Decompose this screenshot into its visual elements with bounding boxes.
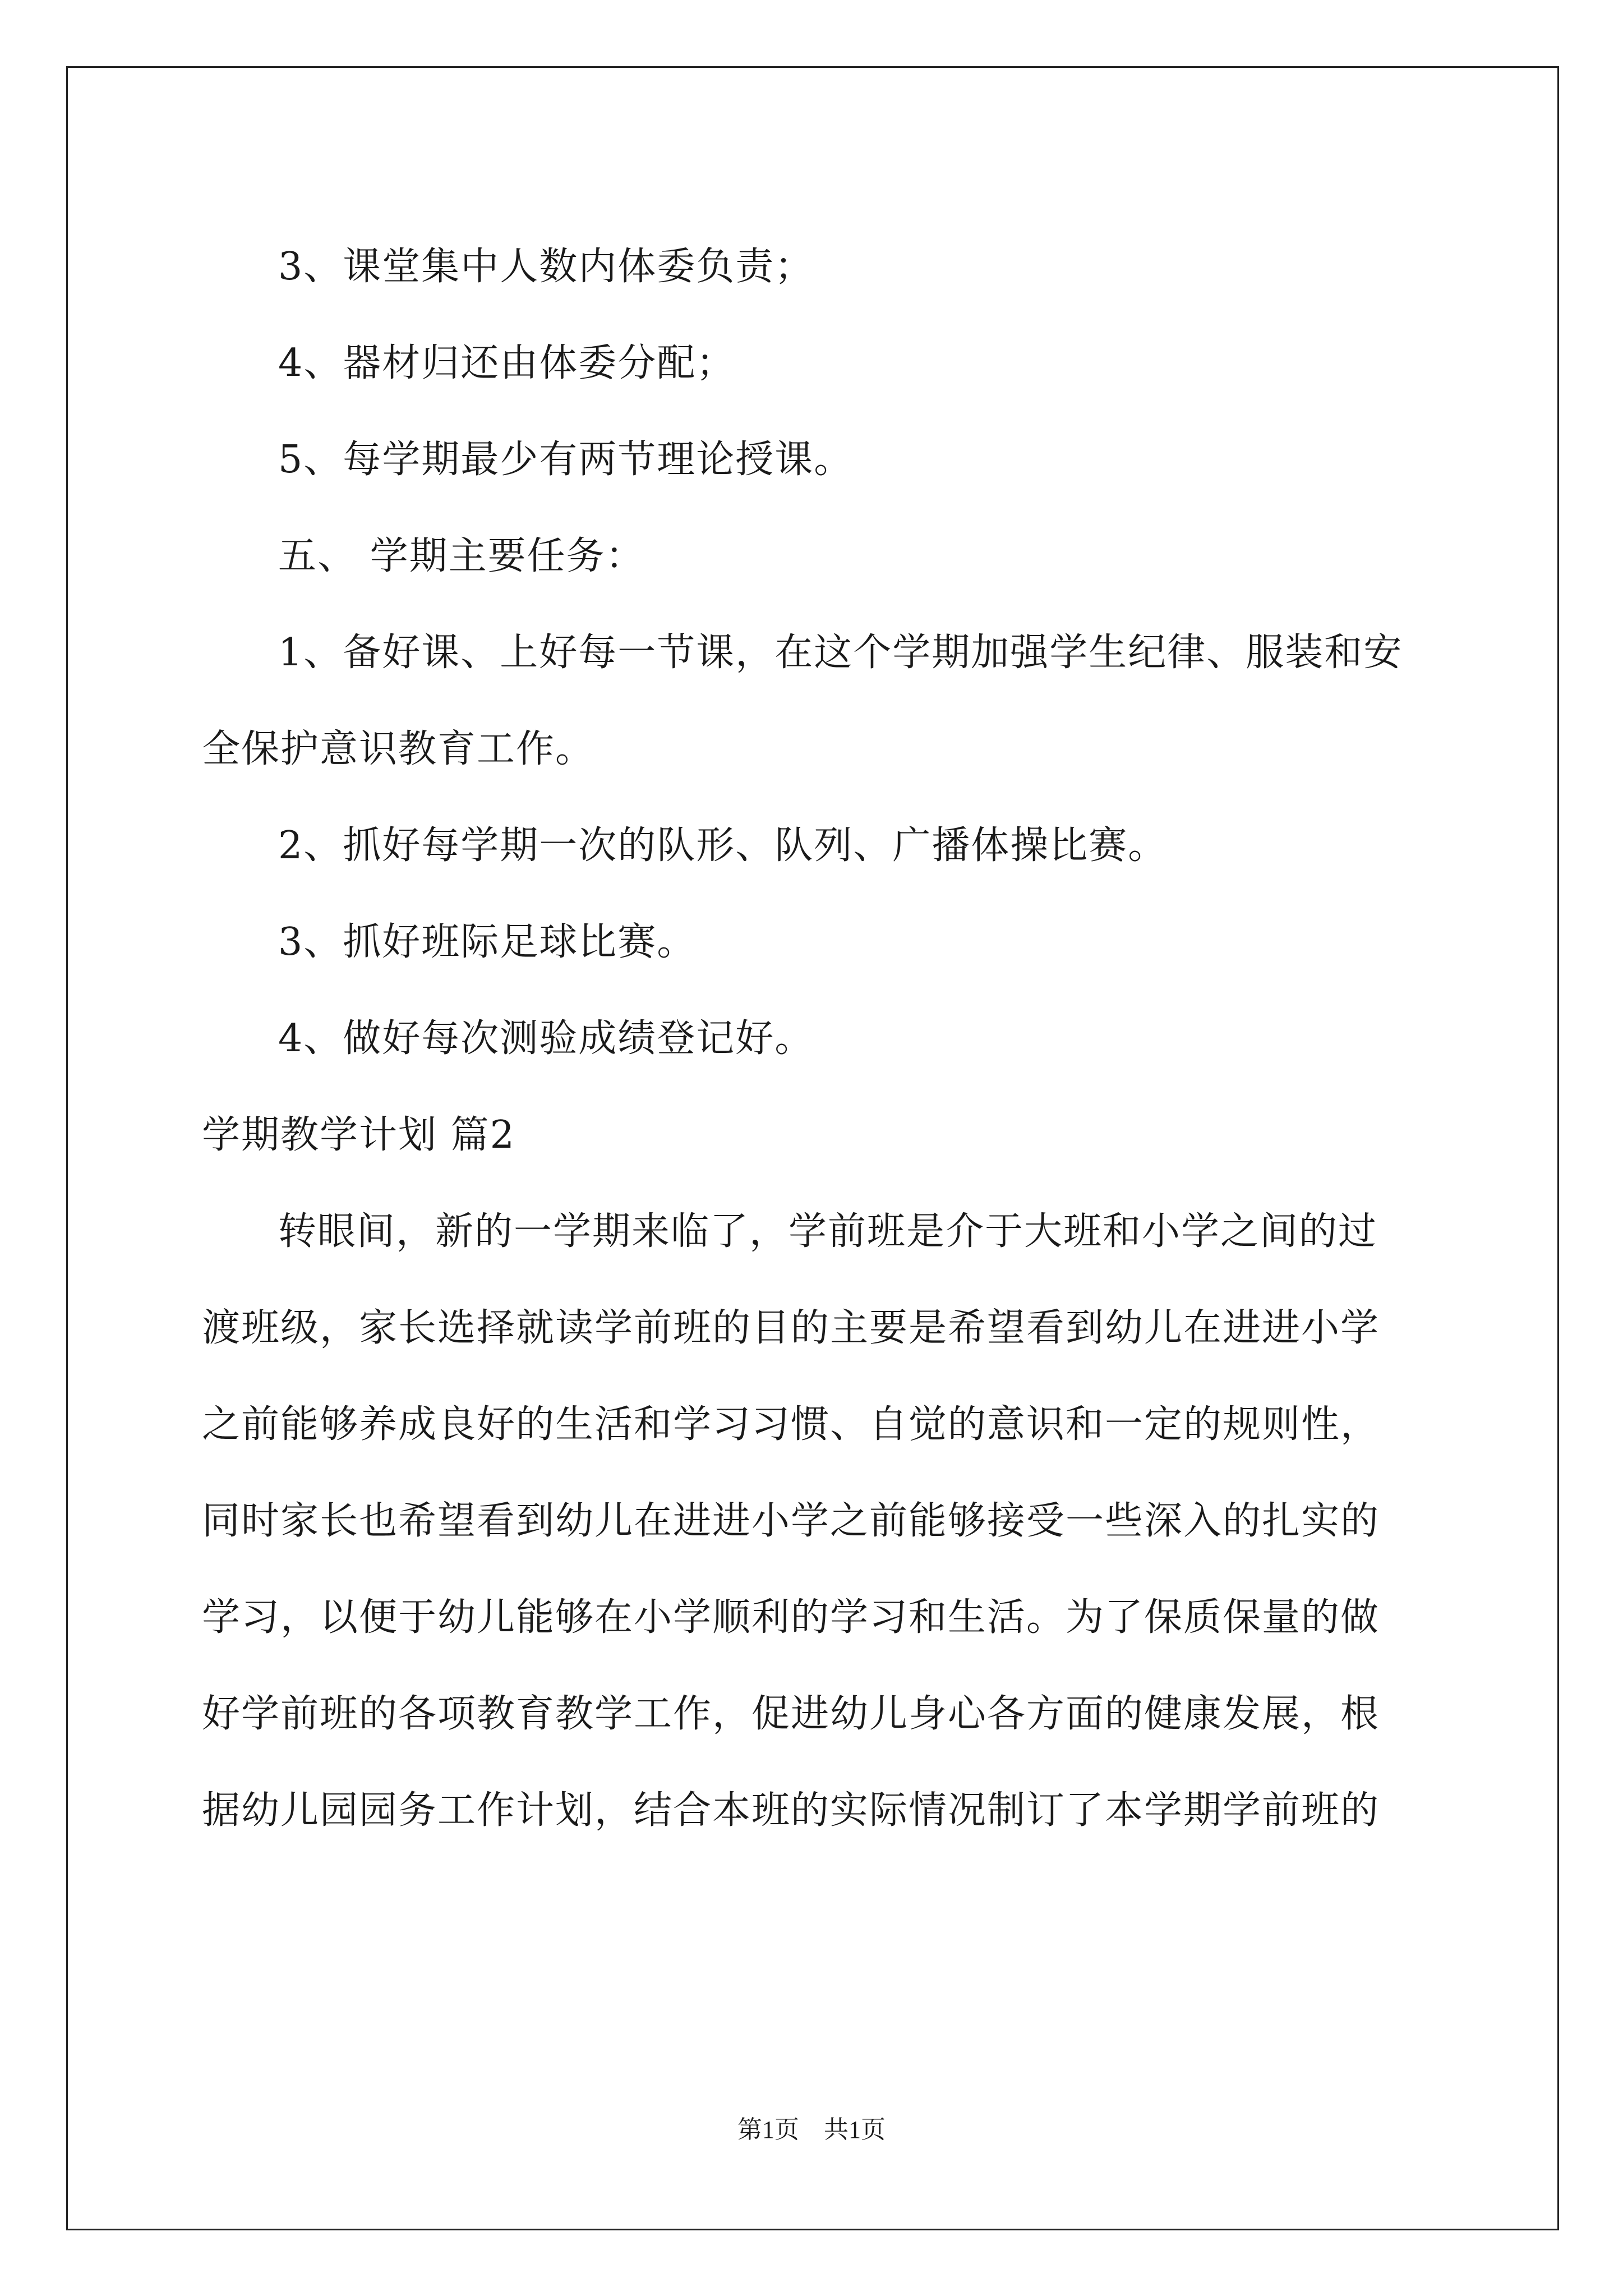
task-4: 4、做好每次测验成绩登记好。 [278, 1016, 814, 1061]
paragraph-line-6: 好学前班的各项教育教学工作，促进幼儿身心各方面的健康发展，根 [202, 1692, 1380, 1736]
task-2: 2、抓好每学期一次的队形、队列、广播体操比赛。 [278, 823, 1168, 868]
page-footer: 第1页 共1页 [737, 2116, 886, 2143]
paragraph-line-7: 据幼儿园园务工作计划，结合本班的实际情况制订了本学期学前班的 [202, 1788, 1380, 1833]
task-3: 3、抓好班际足球比赛。 [278, 920, 697, 964]
task-1-line-1: 1、备好课、上好每一节课，在这个学期加强学生纪律、服装和安 [278, 631, 1403, 675]
paragraph-line-5: 学习，以便于幼儿能够在小学顺利的学习和生活。为了保质保量的做 [202, 1595, 1380, 1640]
section-heading: 五、 学期主要任务： [278, 534, 645, 578]
task-1-line-2: 全保护意识教育工作。 [202, 727, 595, 771]
list-item-3: 3、课堂集中人数内体委负责； [278, 245, 814, 289]
paragraph-line-2: 渡班级，家长选择就读学前班的目的主要是希望看到幼儿在进进小学 [202, 1306, 1380, 1350]
paragraph-line-3: 之前能够养成良好的生活和学习习惯、自觉的意识和一定的规则性， [202, 1402, 1380, 1447]
paragraph-line-1: 转眼间，新的一学期来临了，学前班是介于大班和小学之间的过 [278, 1209, 1378, 1254]
document-body [202, 219, 1430, 1859]
paragraph-line-4: 同时家长也希望看到幼儿在进进小学之前能够接受一些深入的扎实的 [202, 1499, 1380, 1543]
article-title: 学期教学计划 篇2 [202, 1113, 515, 1157]
list-item-5: 5、每学期最少有两节理论授课。 [278, 438, 854, 482]
list-item-4: 4、器材归还由体委分配； [278, 341, 736, 385]
